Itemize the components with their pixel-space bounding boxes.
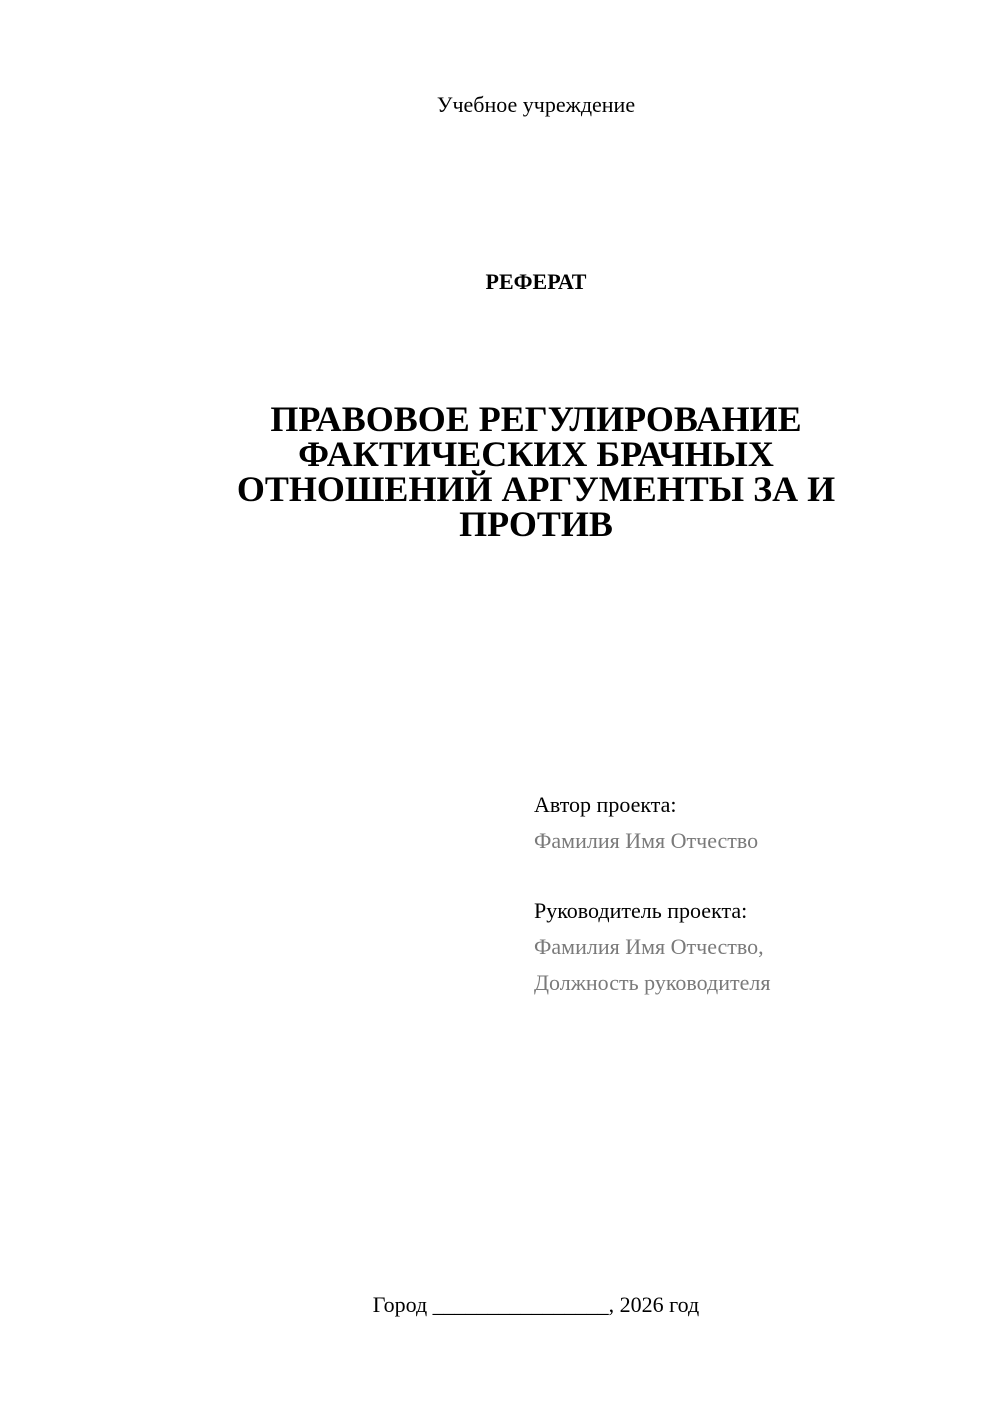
- supervisor-name: Фамилия Имя Отчество,: [534, 934, 764, 959]
- document-type: РЕФЕРАТ: [485, 269, 587, 294]
- title-line: ОТНОШЕНИЙ АРГУМЕНТЫ ЗА И: [236, 469, 836, 509]
- supervisor-label: Руководитель проекта:: [534, 898, 748, 923]
- title-line: ПРАВОВОЕ РЕГУЛИРОВАНИЕ: [270, 399, 802, 439]
- city-year-footer: Город ________________, 2026 год: [372, 1292, 700, 1317]
- supervisor-block: [534, 893, 770, 1001]
- institution-name: Учебное учреждение: [436, 92, 636, 117]
- author-label: Автор проекта:: [534, 792, 677, 817]
- author-name: Фамилия Имя Отчество: [534, 828, 759, 853]
- title-line: ПРОТИВ: [459, 504, 613, 544]
- title-line: ФАКТИЧЕСКИХ БРАЧНЫХ: [298, 434, 774, 474]
- supervisor-position: Должность руководителя: [534, 970, 771, 995]
- document-title: [186, 399, 886, 544]
- author-block: [534, 787, 758, 859]
